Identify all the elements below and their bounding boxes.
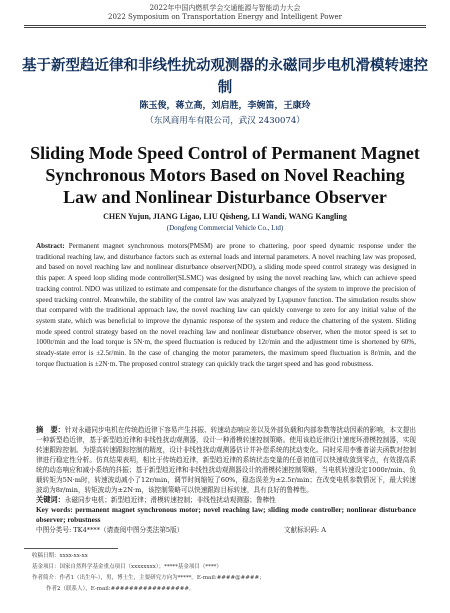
abstract-en-label: Abstract:: [36, 242, 65, 250]
keywords-cn-text: 永磁同步电机；新型趋近律；滑模转速控制；非线性扰动观测器；鲁棒性: [64, 496, 276, 504]
keywords-en-text: permanent magnet synchronous motor; novel reaching law; sliding mode controller; nonlinear disturbance observer; robustness: [36, 505, 417, 524]
footnotes: [32, 551, 426, 595]
affiliation-en: (Dongfeng Commercial Vehicle Co., Ltd): [166, 224, 284, 232]
keywords-cn-label: 关键词：: [36, 495, 65, 504]
keywords-en-label: Key words:: [36, 505, 73, 514]
authors-en: CHEN Yujun, JIANG Ligao, LIU Qisheng, LI Wandi, WANG Kangling: [103, 212, 347, 221]
footnote-rule: [24, 548, 118, 549]
header-rule-double: [24, 27, 426, 28]
abstract-en-text: Permanent magnet synchronous motors(PMSM) are prone to chattering, poor speed dynamic response under the traditional reaching law, and disturbance factors such as external loads and internal parameters. A novel reaching law was proposed, and based on novel reaching law and nonlinear disturbance observer(NDO), a sliding mode speed control strategy was designed in this paper. A speed loop sliding mode controller(SLSMC) was designed by using the novel reaching law, which can achieve speed tracking control. NDO was utilized to estimate and compensate for the disturbance changes of the system to improve the precision of speed tracking control. Meanwhile, the stability of the control law was analyzed by Lyapunov function. The simulation results show that compared with the traditional approach law, the novel reaching law can quickly converge to zero for any initial value of the system state, which was beneficial to improve the dynamic response of the system and reduce the chattering of the system. Sliding mode speed control strategy based on the novel reaching law and nonlinear disturbance observer, when the motor speed is set to 1000r/min and the load torque is 5N·m, the speed fluctuation is reduced by 12r/min and the adjustment time is shortened by 60%, steady-state error is ±2.5r/min. In the case of changing the motor parameters, the maximum speed fluctuation is 8r/min, and the torque fluctuation is ±2N·m. The proposed control strategy can quickly track the target speed and has good robustness.: [36, 242, 416, 368]
abstract-cn-text: 针对永磁同步电机在传统趋近律下容易产生抖振、转速动态响应差以及外部负载和内部参数等扰动因素的影响，本文提出一种新型趋近律，基于新型趋近律和非线性扰动观测器，设计一种滑模转速控制策略。使用该趋近律设计速度环滑模控制器，实现转速跟踪控制。为提高转速跟踪控制的精度，设计非线性扰动观测器估计并补偿系统的扰动变化。同时采用李雅普诺夫函数对控制律进行稳定性分析。仿真结果表明，相比于传统趋近律，新型趋近律的系统状态变量的任意初值可以快速收敛到零点，有效提高系统的动态响应和减小系统的抖振；基于新型趋近律和非线性扰动观测器设计的滑模转速控制策略，当电机转速设定1000r/min、负载转矩为5N·m时，转速波动减小了12r/min，调节时间缩短了60%，稳态误差为±2.5r/min；在改变电机参数情况下，最大转速波动为8r/min，转矩波动为±2N·m，该控制策略可以快速跟踪目标转速，具有良好的鲁棒性。: [36, 426, 416, 494]
footnote-author-bio: 作者简介：作者1（出生年-），男，博士生，主要研究方向为*****。E-mail:####@####；: [32, 575, 265, 581]
abstract-cn: [36, 425, 416, 495]
keywords-cn: [36, 495, 416, 505]
authors-cn: 陈玉俊，蒋立高，刘启胜，李婉笛，王康玲: [139, 101, 311, 111]
document-code: 文献标识码: A: [283, 526, 326, 534]
keywords-en: [36, 505, 416, 525]
footnote-received: 收稿日期：xxxx-xx-xx: [32, 553, 88, 559]
abstract-en: [36, 241, 416, 369]
conference-header: [0, 4, 450, 22]
clc-number: 中图分类号: TK4****（请查阅中图分类法第5版）: [36, 526, 184, 534]
conference-name-en: 2022 Symposium on Transportation Energy and Intelligent Power: [108, 13, 342, 21]
classification-row: [36, 525, 416, 535]
footnote-contact: 作者2（联系人），E-mail:#################。: [46, 586, 195, 592]
footnote-funding: 基金项目：国家自然科学基金重点项目（xxxxxxxx）；*****基金项目（****）: [32, 564, 222, 570]
abstract-cn-label: 摘 要：: [36, 425, 65, 434]
conference-name-cn: 2022年中国内燃机学会交通能源与智能动力大会: [149, 4, 301, 12]
chinese-abstract-block: [36, 425, 416, 535]
affiliation-cn: （东风商用车有限公司，武汉 2430074）: [145, 116, 305, 126]
paper-title-cn: 基于新型趋近律和非线性扰动观测器的永磁同步电机滑模转速控制: [22, 58, 428, 96]
paper-title-en: Sliding Mode Speed Control of Permanent Magnet Synchronous Motors Based on Novel Reaching Law and Nonlinear Disturbance Observer: [30, 143, 420, 207]
header-rule: [24, 25, 426, 26]
